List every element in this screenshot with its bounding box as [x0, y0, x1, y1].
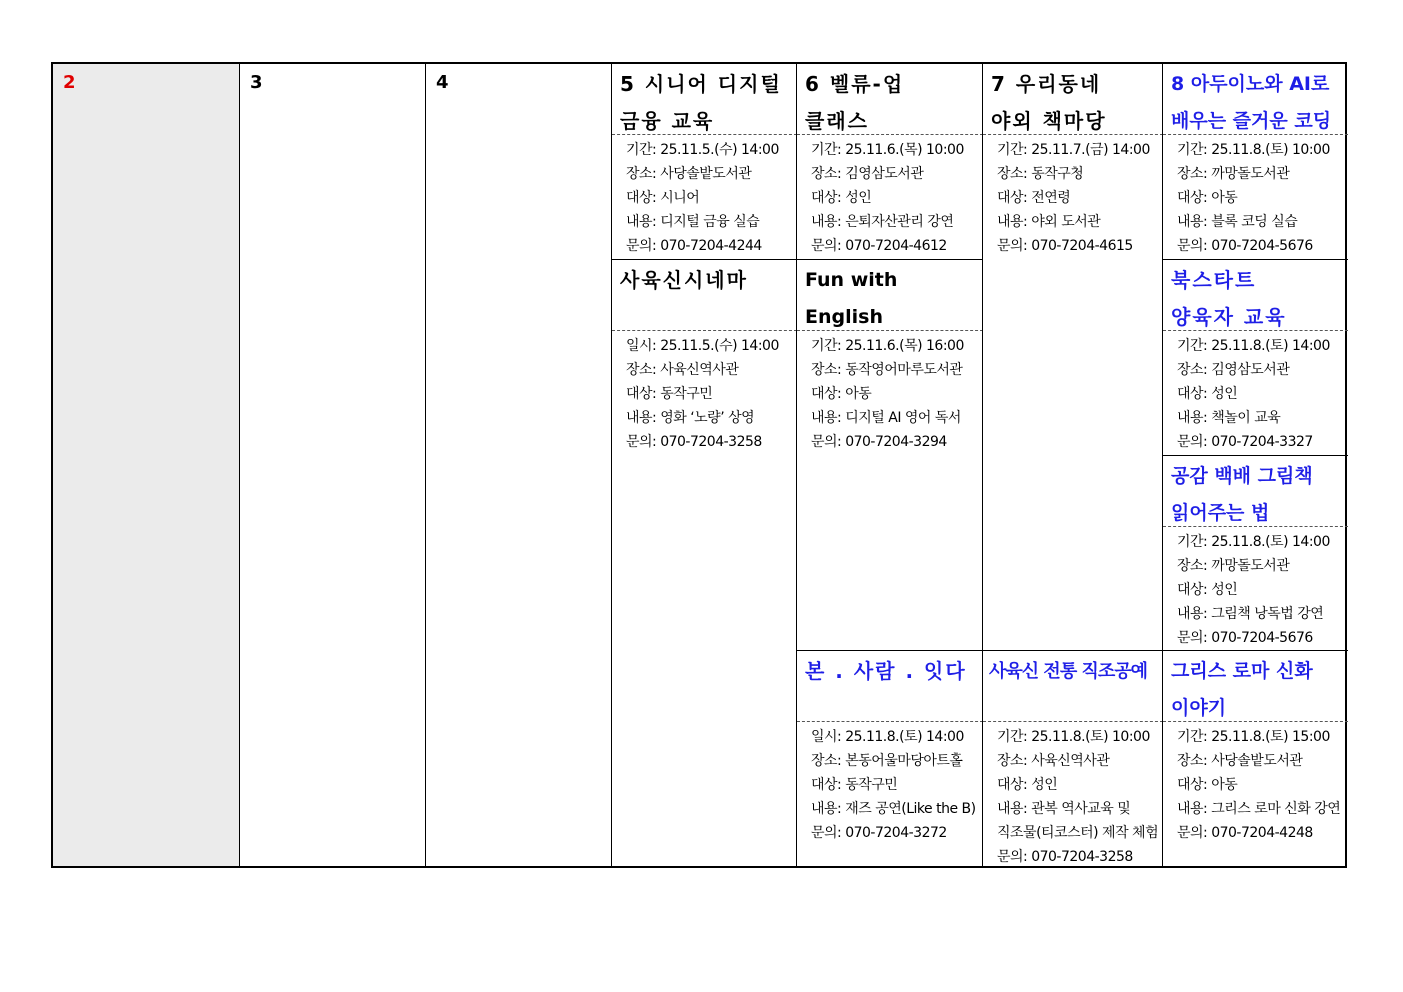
- event-card: [1163, 260, 1348, 455]
- event-card: [1163, 651, 1348, 868]
- day-column-4: [425, 64, 612, 866]
- event-card: [612, 260, 797, 460]
- event-title: Fun with English: [805, 269, 898, 328]
- event-details: 일시: 25.11.5.(수) 14:00 장소: 사육신역사관 대상: 동작구민 내용: 영화 ‘노량’ 상영 문의: 070-7204-3258: [626, 338, 779, 450]
- event-card: [983, 651, 1163, 868]
- event-card: [797, 260, 983, 650]
- day-column-7: [982, 64, 1163, 866]
- event-details: 기간: 25.11.5.(수) 14:00 장소: 사당솔밭도서관 대상: 시니어 내용: 디지털 금융 실습 문의: 070-7204-4244: [626, 142, 779, 254]
- event-title: 8 아두이노와 AI로 배우는 즐거운 코딩: [1171, 73, 1332, 132]
- event-details: 일시: 25.11.8.(토) 14:00 장소: 본동어울마당아트홀 대상: 동작구민 내용: 재즈 공연(Like the B) 문의: 070-7204-3272: [811, 729, 976, 841]
- event-card: [1163, 64, 1348, 259]
- day-column-2: [53, 64, 239, 866]
- event-details: 기간: 25.11.6.(목) 10:00 장소: 김영삼도서관 대상: 성인 내용: 은퇴자산관리 강연 문의: 070-7204-4612: [811, 142, 964, 254]
- event-details: 기간: 25.11.8.(토) 10:00 장소: 까망돌도서관 대상: 아동 내용: 블록 코딩 실습 문의: 070-7204-5676: [1177, 142, 1330, 254]
- event-title: 사육신 전통 직조공예: [989, 661, 1148, 682]
- day-column-5: [611, 64, 797, 866]
- event-title: 사육신시네마: [620, 268, 748, 292]
- event-details: 기간: 25.11.6.(목) 16:00 장소: 동작영어마루도서관 대상: 아동 내용: 디지털 AI 영어 독서 문의: 070-7204-3294: [811, 338, 964, 450]
- event-title: 본 . 사람 . 잇다: [805, 659, 967, 683]
- event-title: 6 벨류-업 클래스: [805, 72, 905, 133]
- day-number: 4: [436, 72, 449, 93]
- event-card: [612, 64, 797, 259]
- event-details: 기간: 25.11.8.(토) 14:00 장소: 김영삼도서관 대상: 성인 내용: 책놀이 교육 문의: 070-7204-3327: [1177, 338, 1330, 450]
- event-title: 7 우리동네 야외 책마당: [991, 72, 1107, 133]
- event-card: [1163, 456, 1348, 650]
- event-title: 북스타트 양육자 교육: [1171, 268, 1287, 329]
- day-number: 2: [63, 72, 76, 93]
- event-title: 공감 백배 그림책 읽어주는 법: [1171, 465, 1313, 524]
- day-column-8: [1162, 64, 1348, 866]
- event-title: 그리스 로마 신화 이야기: [1171, 660, 1313, 719]
- day-number: 3: [250, 72, 263, 93]
- event-details: 기간: 25.11.8.(토) 10:00 장소: 사육신역사관 대상: 성인 내용: 관복 역사교육 및 직조물(티코스터) 제작 체험 문의: 070-7204-3258: [997, 729, 1159, 865]
- event-card: [797, 64, 983, 259]
- event-details: 기간: 25.11.8.(토) 14:00 장소: 까망돌도서관 대상: 성인 내용: 그림책 낭독법 강연 문의: 070-7204-5676: [1177, 534, 1330, 646]
- calendar-grid: [51, 62, 1347, 868]
- event-card: [797, 651, 983, 868]
- event-details: 기간: 25.11.8.(토) 15:00 장소: 사당솔밭도서관 대상: 아동 내용: 그리스 로마 신화 강연 문의: 070-7204-4248: [1177, 729, 1341, 841]
- event-card: [983, 64, 1163, 650]
- event-title: 5 시니어 디지털 금융 교육: [620, 72, 782, 133]
- day-column-6: [796, 64, 983, 866]
- day-column-3: [239, 64, 426, 866]
- event-details: 기간: 25.11.7.(금) 14:00 장소: 동작구청 대상: 전연령 내용: 야외 도서관 문의: 070-7204-4615: [997, 142, 1150, 254]
